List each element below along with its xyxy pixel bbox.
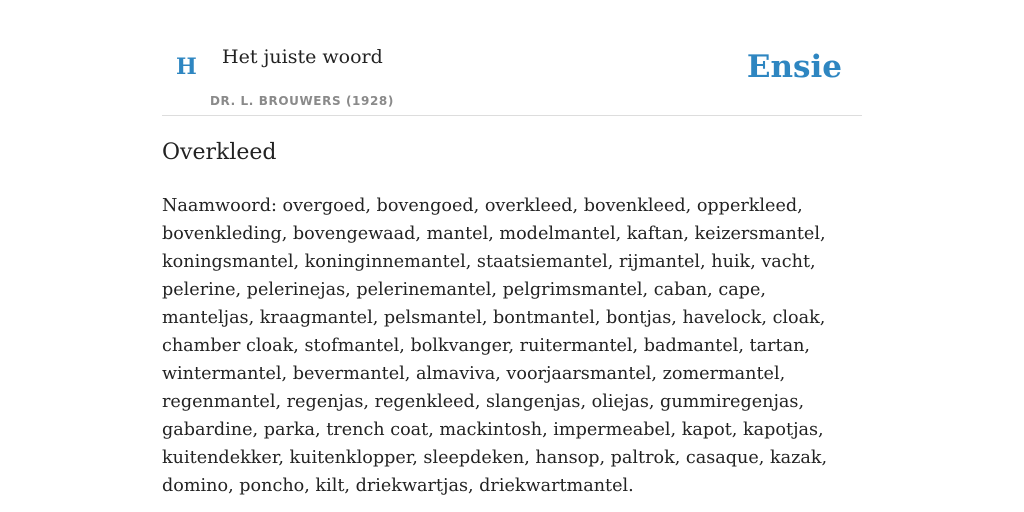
book-letter-icon: H bbox=[176, 54, 197, 80]
ensie-logo-link[interactable]: Ensie bbox=[746, 49, 842, 85]
entry-text: Naamwoord: overgoed, bovengoed, overkleed, bovenkleed, opperkleed, bovenkleding, bovengewaad, mantel, modelmantel, kaftan, keizersmantel, koningsmantel, koninginnemantel, staatsiemantel, rijmantel, huik, vacht, pelerine, pelerinejas, pelerinemantel, pelgrimsmantel, caban, cape, manteljas, kraagmantel, pelsmantel, bontmantel, bontjas, havelock, cloak, chamber cloak, stofmantel, bolkvanger, ruitermantel, badmantel, tartan, wintermantel, bevermantel, almaviva, voorjaarsmantel, zomermantel, regenmantel, regenjas, regenkleed, slangenjas, oliejas, gummiregenjas, gabardine, parka, trench coat, mackintosh, impermeabel, kapot, kapotjas, kuitendekker, kuitenklopper, sleepdeken, hansop, paltrok, casaque, kazak, domino, poncho, kilt, driekwartjas, driekwartmantel. bbox=[162, 196, 828, 496]
book-author: DR. L. BROUWERS (1928) bbox=[210, 94, 394, 108]
entry-title: Overkleed bbox=[162, 140, 277, 165]
page bbox=[162, 0, 862, 512]
book-header bbox=[162, 0, 862, 116]
book-title[interactable]: Het juiste woord bbox=[222, 46, 383, 68]
